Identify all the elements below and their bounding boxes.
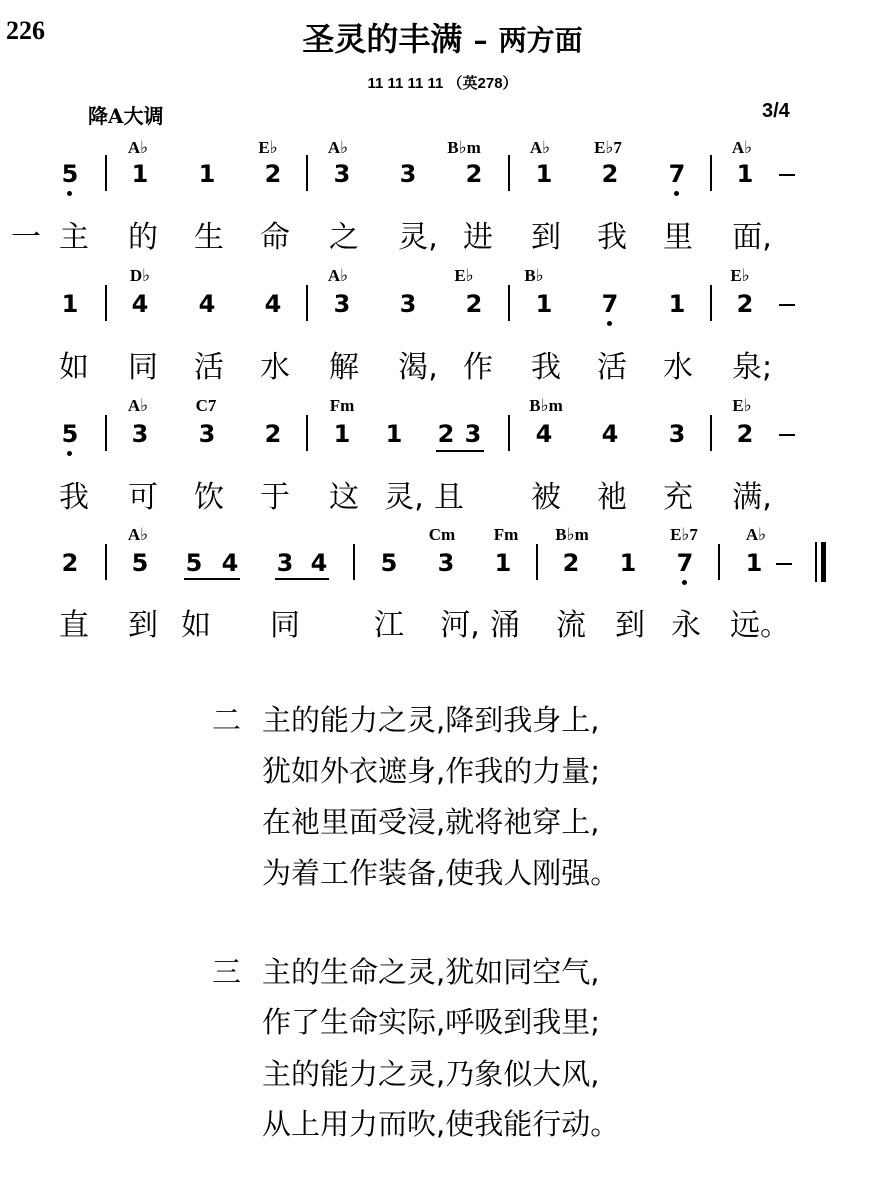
hymn-number: 226 bbox=[6, 16, 45, 45]
sustain-dash bbox=[776, 563, 792, 565]
note: 2 bbox=[264, 160, 282, 188]
lyric: 渴, bbox=[398, 350, 438, 385]
note: 3 bbox=[668, 420, 686, 448]
note: 4 bbox=[264, 290, 282, 318]
lyric: 可 bbox=[128, 480, 158, 515]
barline bbox=[536, 544, 538, 580]
note: 2 bbox=[736, 420, 754, 448]
lyric: 这 bbox=[329, 480, 359, 515]
lyric: 之 bbox=[329, 220, 359, 255]
barline bbox=[353, 544, 355, 580]
chord: A♭ bbox=[127, 396, 149, 415]
lyric: 一 bbox=[11, 220, 41, 255]
chord: Fm bbox=[493, 525, 519, 544]
final-barline-thick bbox=[821, 542, 826, 582]
chord: E♭ bbox=[258, 138, 278, 157]
barline bbox=[710, 285, 712, 321]
chord: E♭7 bbox=[594, 138, 622, 157]
note: 2 bbox=[562, 549, 580, 577]
lyric: 饮 bbox=[194, 480, 224, 515]
note: 1 bbox=[494, 549, 512, 577]
time-signature: 3/4 bbox=[762, 100, 790, 122]
low-octave-dot bbox=[682, 580, 687, 585]
lyric: 我 bbox=[597, 220, 627, 255]
chord: A♭ bbox=[529, 138, 551, 157]
note: 4 bbox=[131, 290, 149, 318]
note: 1 bbox=[535, 290, 553, 318]
note: 2 bbox=[465, 160, 483, 188]
note: 3 bbox=[131, 420, 149, 448]
lyric: 到 bbox=[615, 608, 645, 643]
note: 3 bbox=[333, 290, 351, 318]
chord: E♭7 bbox=[670, 525, 698, 544]
note: 7 bbox=[676, 549, 694, 577]
lyric: 主 bbox=[59, 220, 89, 255]
lyric: 同 bbox=[128, 350, 158, 385]
eighth-underline bbox=[275, 578, 329, 580]
chord: A♭ bbox=[127, 138, 149, 157]
chord: B♭ bbox=[524, 266, 544, 285]
note: 3 bbox=[198, 420, 216, 448]
barline bbox=[105, 155, 107, 191]
sustain-dash bbox=[779, 174, 795, 176]
note: 4 bbox=[198, 290, 216, 318]
meter: 11 11 11 11 （英278） bbox=[367, 75, 518, 92]
eighth-underline bbox=[436, 450, 484, 452]
chord: B♭m bbox=[447, 138, 481, 157]
note: 3 bbox=[399, 290, 417, 318]
note: 1 bbox=[333, 420, 351, 448]
note: 1 bbox=[198, 160, 216, 188]
hymn-title-line bbox=[0, 14, 885, 60]
note: 1 bbox=[668, 290, 686, 318]
lyric: 如 bbox=[59, 350, 89, 385]
note: 2 bbox=[61, 549, 79, 577]
note: 3 bbox=[437, 549, 455, 577]
verse-line: 在祂里面受浸,就将祂穿上, bbox=[262, 805, 600, 839]
chord: E♭ bbox=[730, 266, 750, 285]
note: 2 bbox=[264, 420, 282, 448]
lyric: 水 bbox=[260, 350, 290, 385]
note: 2 bbox=[437, 420, 455, 448]
lyric: 生 bbox=[194, 220, 224, 255]
note: 1 bbox=[385, 420, 403, 448]
eighth-underline bbox=[184, 578, 240, 580]
note: 1 bbox=[745, 549, 763, 577]
note: 3 bbox=[399, 160, 417, 188]
verse-line: 从上用力而吹,使我能行动。 bbox=[262, 1107, 620, 1141]
note: 1 bbox=[61, 290, 79, 318]
lyric: 流 bbox=[556, 608, 586, 643]
verse-line: 主的生命之灵,犹如同空气, bbox=[262, 955, 600, 989]
barline bbox=[718, 544, 720, 580]
lyric: 涌 bbox=[490, 608, 520, 643]
title-separator: – bbox=[473, 24, 488, 57]
verse-line: 作了生命实际,呼吸到我里; bbox=[262, 1005, 600, 1039]
lyric: 泉; bbox=[731, 350, 773, 385]
lyric: 河, bbox=[440, 608, 480, 643]
chord: A♭ bbox=[731, 138, 753, 157]
chord: C7 bbox=[195, 396, 217, 415]
low-octave-dot bbox=[67, 451, 72, 456]
note: 1 bbox=[535, 160, 553, 188]
low-octave-dot bbox=[674, 191, 679, 196]
lyric: 于 bbox=[260, 480, 290, 515]
lyric: 同 bbox=[270, 608, 300, 643]
note: 4 bbox=[221, 549, 239, 577]
note: 2 bbox=[736, 290, 754, 318]
final-barline-thin bbox=[815, 542, 817, 582]
barline bbox=[306, 285, 308, 321]
lyric: 里 bbox=[663, 220, 693, 255]
lyric: 灵, bbox=[398, 220, 438, 255]
note: 5 bbox=[61, 420, 79, 448]
note: 5 bbox=[380, 549, 398, 577]
chord: B♭m bbox=[555, 525, 589, 544]
note: 7 bbox=[601, 290, 619, 318]
lyric: 远。 bbox=[730, 608, 790, 643]
chord: E♭ bbox=[454, 266, 474, 285]
lyric: 灵, bbox=[384, 480, 424, 515]
barline bbox=[105, 544, 107, 580]
lyric: 面, bbox=[732, 220, 772, 255]
note: 5 bbox=[131, 549, 149, 577]
barline bbox=[306, 155, 308, 191]
lyric: 解 bbox=[329, 350, 359, 385]
note: 5 bbox=[61, 160, 79, 188]
verse-line: 犹如外衣遮身,作我的力量; bbox=[262, 754, 600, 788]
lyric: 我 bbox=[531, 350, 561, 385]
barline bbox=[508, 415, 510, 451]
verse-number: 二 bbox=[212, 703, 242, 737]
lyric: 的 bbox=[128, 220, 158, 255]
note: 4 bbox=[601, 420, 619, 448]
lyric: 如 bbox=[181, 608, 211, 643]
note: 1 bbox=[736, 160, 754, 188]
hymn-subtitle: 两方面 bbox=[498, 24, 583, 57]
lyric: 到 bbox=[531, 220, 561, 255]
lyric: 充 bbox=[663, 480, 693, 515]
note: 3 bbox=[276, 549, 294, 577]
lyric: 满, bbox=[732, 480, 772, 515]
note: 1 bbox=[131, 160, 149, 188]
chord: B♭m bbox=[529, 396, 563, 415]
barline bbox=[710, 155, 712, 191]
note: 2 bbox=[465, 290, 483, 318]
barline bbox=[105, 415, 107, 451]
chord: Fm bbox=[329, 396, 355, 415]
note: 3 bbox=[333, 160, 351, 188]
note: 3 bbox=[464, 420, 482, 448]
barline bbox=[306, 415, 308, 451]
sustain-dash bbox=[779, 434, 795, 436]
lyric: 被 bbox=[531, 480, 561, 515]
lyric: 命 bbox=[260, 220, 290, 255]
lyric: 且 bbox=[434, 480, 464, 515]
chord: A♭ bbox=[327, 138, 349, 157]
verse-line: 主的能力之灵,乃象似大风, bbox=[262, 1057, 600, 1091]
note: 2 bbox=[601, 160, 619, 188]
barline bbox=[710, 415, 712, 451]
lyric: 江 bbox=[374, 608, 404, 643]
low-octave-dot bbox=[67, 191, 72, 196]
hymn-title: 圣灵的丰满 bbox=[302, 20, 463, 58]
note: 5 bbox=[185, 549, 203, 577]
chord: A♭ bbox=[327, 266, 349, 285]
chord: D♭ bbox=[129, 266, 151, 285]
lyric: 我 bbox=[59, 480, 89, 515]
key-signature: 降A大调 bbox=[88, 104, 164, 128]
lyric: 水 bbox=[663, 350, 693, 385]
verse-number: 三 bbox=[212, 955, 242, 989]
note: 1 bbox=[619, 549, 637, 577]
barline bbox=[508, 155, 510, 191]
lyric: 永 bbox=[671, 608, 701, 643]
lyric: 活 bbox=[194, 350, 224, 385]
chord: E♭ bbox=[732, 396, 752, 415]
note: 4 bbox=[535, 420, 553, 448]
barline bbox=[105, 285, 107, 321]
verse-line: 为着工作装备,使我人刚强。 bbox=[262, 856, 620, 890]
note: 4 bbox=[310, 549, 328, 577]
chord: A♭ bbox=[745, 525, 767, 544]
lyric: 直 bbox=[59, 608, 89, 643]
lyric: 活 bbox=[597, 350, 627, 385]
lyric: 到 bbox=[128, 608, 158, 643]
chord: A♭ bbox=[127, 525, 149, 544]
lyric: 祂 bbox=[597, 480, 627, 515]
note: 7 bbox=[668, 160, 686, 188]
low-octave-dot bbox=[607, 321, 612, 326]
lyric: 作 bbox=[463, 350, 493, 385]
verse-line: 主的能力之灵,降到我身上, bbox=[262, 703, 600, 737]
barline bbox=[508, 285, 510, 321]
chord: Cm bbox=[428, 525, 456, 544]
lyric: 进 bbox=[463, 220, 493, 255]
sustain-dash bbox=[779, 304, 795, 306]
